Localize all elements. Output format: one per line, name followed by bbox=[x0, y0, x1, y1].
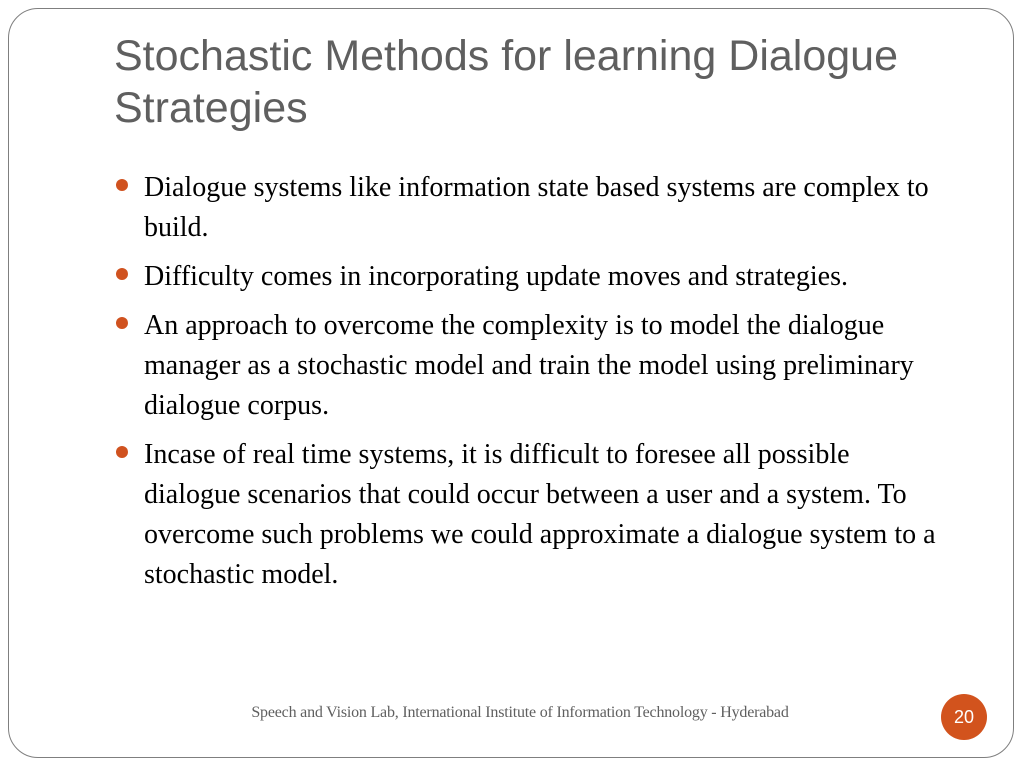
bullet-item bbox=[114, 257, 944, 297]
bullet-list bbox=[114, 168, 944, 604]
bullet-dot-icon bbox=[116, 268, 128, 280]
page-number-badge: 20 bbox=[941, 694, 987, 740]
bullet-dot-icon bbox=[116, 317, 128, 329]
slide-title: Stochastic Methods for learning Dialogue Strategies bbox=[114, 32, 898, 132]
bullet-item bbox=[114, 306, 944, 426]
bullet-text: Difficulty comes in incorporating update moves and strategies. bbox=[144, 261, 848, 292]
bullet-dot-icon bbox=[116, 446, 128, 458]
bullet-dot-icon bbox=[116, 179, 128, 191]
bullet-text: Dialogue systems like information state based systems are complex to build. bbox=[144, 172, 929, 243]
bullet-item bbox=[114, 168, 944, 248]
bullet-text: An approach to overcome the complexity is to model the dialogue manager as a stochastic model and train the model using preliminary dialogue corpus. bbox=[144, 310, 914, 421]
bullet-text: Incase of real time systems, it is difficult to foresee all possible dialogue scenarios that could occur between a user and a system. To overcome such problems we could approximate a dialogue system to a stochastic model. bbox=[144, 439, 936, 590]
bullet-item bbox=[114, 435, 944, 595]
slide-footer: Speech and Vision Lab, International Institute of Information Technology - Hyderabad bbox=[251, 704, 789, 721]
